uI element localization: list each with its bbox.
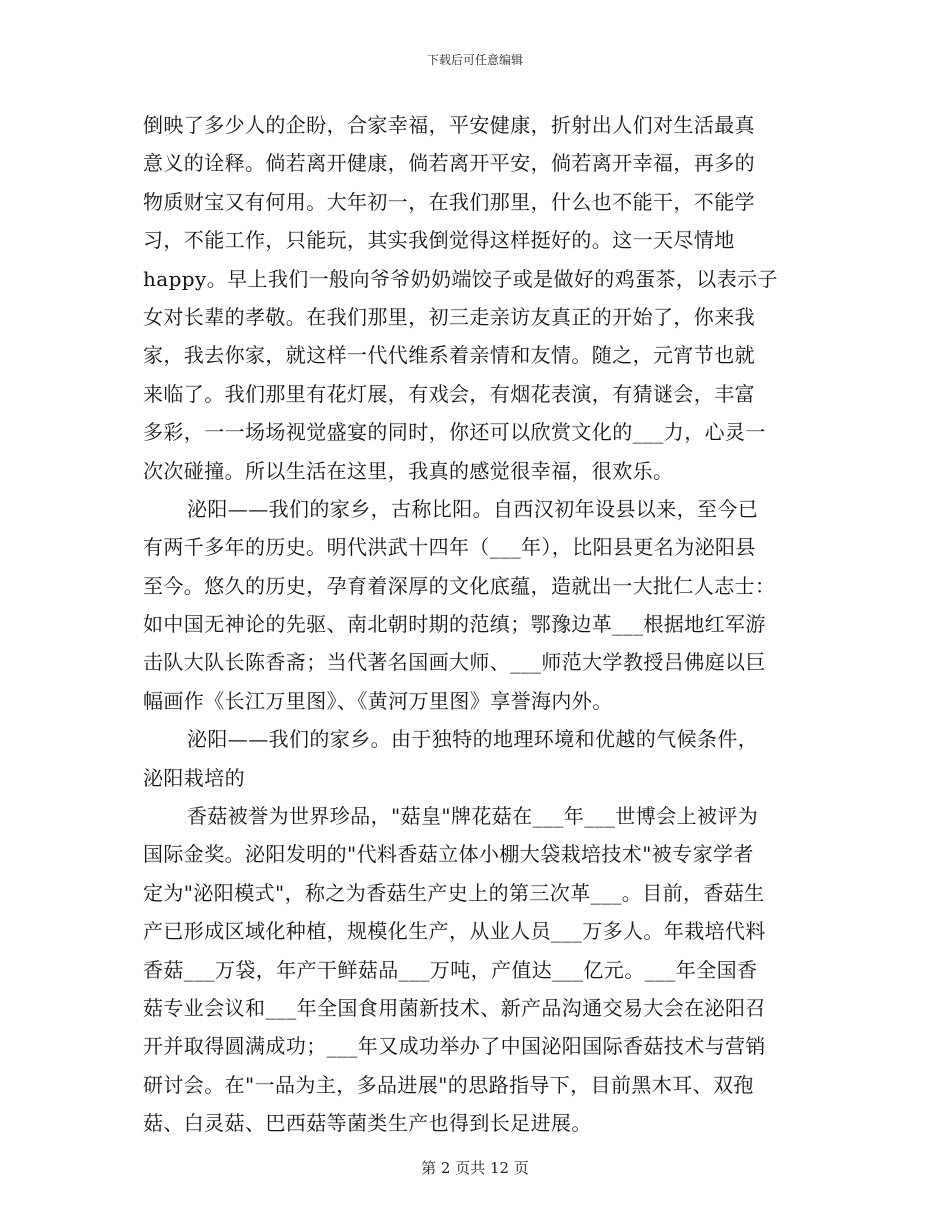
text-line: 习，不能工作，只能玩，其实我倒觉得这样挺好的。这一天尽情地 [143,228,735,253]
text-line: 物质财宝又有何用。大年初一，在我们那里，什么也不能干，不能学 [143,189,755,214]
text-line: 产已形成区域化种植，规模化生产，从业人员___万多人。年栽培代料 [143,919,766,944]
text-line: 意义的诠释。倘若离开健康，倘若离开平安，倘若离开幸福，再多的 [143,151,755,176]
text-line: 国际金奖。泌阳发明的"代料香菇立体小棚大袋栽培技术"被专家学者 [143,842,754,867]
text-line: 至今。悠久的历史，孕育着深厚的文化底蕴，造就出一大批仁人志士： [143,573,776,598]
text-line: 多彩，一一场场视觉盛宴的同时，你还可以欣赏文化的___力，心灵一 [143,420,766,445]
text-line: 菇、白灵菇、巴西菇等菌类生产也得到长足进展。 [143,1111,592,1136]
document-body [143,106,807,1143]
text-line: 来临了。我们那里有花灯展，有戏会，有烟花表演，有猜谜会，丰富 [143,381,755,406]
page-header: 下载后可任意编辑 [426,53,523,67]
text-line: 如中国无神论的先驱、南北朝时期的范缜；鄂豫边革___根据地红军游 [143,612,766,637]
text-line: 幅画作《长江万里图》、《黄河万里图》享誉海内外。 [143,688,613,713]
page-number: 第 2 页共 12 页 [421,1159,529,1177]
text-line: 击队大队长陈香斋；当代著名国画大师、___师范大学教授吕佛庭以巨 [143,650,766,675]
paragraph-first-line: 香菇被誉为世界珍品，"菇皇"牌花菇在___年___世博会上被评为 [187,804,759,829]
text-line: 菇专业会议和___年全国食用菌新技术、新产品沟通交易大会在泌阳召 [143,995,766,1020]
text-line: 研讨会。在"一品为主，多品进展"的思路指导下，目前黑木耳、双孢 [143,1072,754,1097]
paragraph-first-line: 泌阳——我们的家乡，古称比阳。自西汉初年设县以来，至今已 [187,496,759,521]
text-line: 泌阳栽培的 [143,765,245,790]
text-line: 开并取得圆满成功；___年又成功举办了中国泌阳国际香菇技术与营销 [143,1034,766,1059]
text-line: 香菇___万袋，年产干鲜菇品___万吨，产值达___亿元。___年全国香 [143,957,758,982]
paragraph-first-line: 泌阳——我们的家乡。由于独特的地理环境和优越的气候条件， [187,727,759,752]
text-line: happy。早上我们一般向爷爷奶奶端饺子或是做好的鸡蛋茶，以表示子 [143,266,778,291]
text-line: 家，我去你家，就这样一代代维系着亲情和友情。随之，元宵节也就 [143,343,755,368]
text-line: 定为"泌阳模式"，称之为香菇生产史上的第三次革___。目前，香菇生 [143,880,765,905]
text-line: 女对长辈的孝敬。在我们那里，初三走亲访友真正的开始了，你来我 [143,304,755,329]
text-line: 倒映了多少人的企盼，合家幸福，平安健康，折射出人们对生活最真 [143,113,755,137]
text-line: 有两千多年的历史。明代洪武十四年（___年），比阳县更名为泌阳县 [143,535,756,560]
text-line: 次次碰撞。所以生活在这里，我真的感觉很幸福，很欢乐。 [143,458,674,483]
